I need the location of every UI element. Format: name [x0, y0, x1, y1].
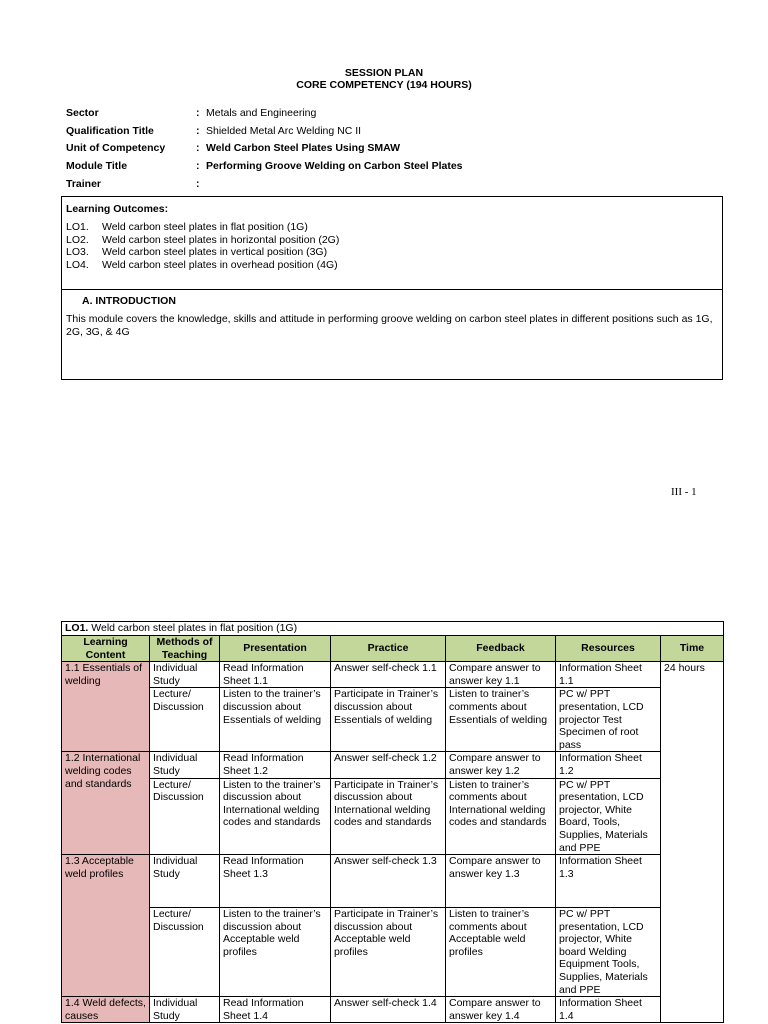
presentation-cell: Listen to the trainer’s discussion about Essentials of welding [220, 688, 331, 752]
presentation-cell: Read Information Sheet 1.4 [220, 997, 331, 1023]
feedback-cell: Compare answer to answer key 1.1 [446, 662, 556, 688]
resources-cell: Information Sheet 1.4 [556, 997, 661, 1023]
column-header: Feedback [446, 636, 556, 662]
introduction-text: This module covers the knowledge, skills and attitude in performing groove welding on carbon steel plates in different positions such as 1G, 2G, 3G, & 4G [66, 313, 713, 338]
session-plan-table [61, 621, 724, 1023]
method-cell: Individual Study [150, 662, 220, 688]
lo-text: Weld carbon steel plates in overhead position (4G) [102, 258, 338, 271]
feedback-cell: Listen to trainer’s comments about International welding codes and standards [446, 778, 556, 855]
resources-cell: Information Sheet 1.1 [556, 662, 661, 688]
column-header: Resources [556, 636, 661, 662]
learning-content-cell: 1.1 Essentials of welding [62, 662, 150, 752]
session-plan-title: SESSION PLAN [344, 67, 424, 79]
list-item [66, 246, 339, 259]
column-header: Practice [331, 636, 446, 662]
section-divider [62, 289, 722, 290]
lo-title-code: LO1. [65, 622, 89, 634]
unit-value: Weld Carbon Steel Plates Using SMAW [206, 142, 401, 154]
lo-code: LO4. [66, 258, 89, 271]
method-cell: Individual Study [150, 997, 220, 1023]
lo-title-text: Weld carbon steel plates in flat position (1G) [88, 622, 298, 634]
resources-cell: Information Sheet 1.2 [556, 752, 661, 778]
qualification-value: Shielded Metal Arc Welding NC II [206, 125, 362, 137]
practice-cell: Answer self-check 1.4 [331, 997, 446, 1023]
table-row [62, 908, 724, 997]
presentation-cell: Read Information Sheet 1.1 [220, 662, 331, 688]
method-cell: Lecture/ Discussion [150, 778, 220, 855]
practice-cell: Participate in Trainer’s discussion about Essentials of welding [331, 688, 446, 752]
resources-cell: PC w/ PPT presentation, LCD projector, White board Welding Equipment Tools, Supplies, Materials and PPE [556, 908, 661, 997]
list-item [66, 259, 339, 272]
practice-cell: Answer self-check 1.3 [331, 855, 446, 908]
learning-content-cell: 1.3 Acceptable weld profiles [62, 855, 150, 997]
lo-text: Weld carbon steel plates in flat position (1G) [102, 221, 308, 233]
feedback-cell: Compare answer to answer key 1.3 [446, 855, 556, 908]
page-number: III - 1 [671, 486, 697, 498]
method-cell: Lecture/ Discussion [150, 688, 220, 752]
practice-cell: Answer self-check 1.1 [331, 662, 446, 688]
module-value: Performing Groove Welding on Carbon Steel Plates [206, 160, 463, 172]
sector-label: Sector [66, 107, 99, 119]
list-item [66, 234, 339, 247]
table-header-row [62, 636, 724, 662]
learning-content-cell: 1.4 Weld defects, causes [62, 997, 150, 1023]
column-header: Time [661, 636, 724, 662]
feedback-cell: Compare answer to answer key 1.4 [446, 997, 556, 1023]
qualification-label: Qualification Title [66, 125, 154, 137]
lo-code: LO3. [66, 246, 89, 258]
resources-cell: PC w/ PPT presentation, LCD projector Test Specimen of root pass [556, 688, 661, 752]
presentation-cell: Listen to the trainer’s discussion about International welding codes and standards [220, 778, 331, 855]
colon: : [196, 107, 200, 119]
practice-cell: Participate in Trainer’s discussion about Acceptable weld profiles [331, 908, 446, 997]
sector-value: Metals and Engineering [206, 107, 317, 119]
practice-cell: Participate in Trainer’s discussion about International welding codes and standards [331, 778, 446, 855]
practice-cell: Answer self-check 1.2 [331, 752, 446, 778]
lo-code: LO2. [66, 233, 89, 246]
feedback-cell: Listen to trainer’s comments about Acceptable weld profiles [446, 908, 556, 997]
time-cell: 24 hours [661, 662, 724, 1023]
list-item [66, 221, 339, 234]
unit-label: Unit of Competency [66, 142, 166, 154]
colon: : [196, 125, 200, 137]
method-cell: Lecture/ Discussion [150, 908, 220, 997]
column-header: Presentation [220, 636, 331, 662]
column-header: Methods of Teaching [150, 636, 220, 662]
table-row [62, 752, 724, 778]
learning-outcomes-list [66, 221, 339, 271]
introduction-heading: A. INTRODUCTION [82, 295, 176, 307]
column-header: Learning Content [62, 636, 150, 662]
method-cell: Individual Study [150, 855, 220, 908]
colon: : [196, 142, 200, 154]
colon: : [196, 160, 200, 172]
colon: : [196, 178, 200, 190]
table-row [62, 688, 724, 752]
table-row [62, 997, 724, 1023]
learning-content-cell: 1.2 International welding codes and standards [62, 752, 150, 855]
table-row [62, 622, 724, 636]
presentation-cell: Read Information Sheet 1.3 [220, 855, 331, 908]
trainer-label: Trainer [66, 178, 102, 190]
lo-text: Weld carbon steel plates in horizontal position (2G) [102, 233, 340, 246]
table-row [62, 662, 724, 688]
core-competency-title: CORE COMPETENCY (194 HOURS) [296, 79, 472, 91]
feedback-cell: Compare answer to answer key 1.2 [446, 752, 556, 778]
table-row [62, 855, 724, 908]
lo-title-cell [62, 622, 724, 636]
lo-code: LO1. [66, 221, 89, 233]
resources-cell: Information Sheet 1.3 [556, 855, 661, 908]
lo-text: Weld carbon steel plates in vertical position (3G) [102, 246, 328, 258]
module-label: Module Title [66, 160, 128, 172]
table-row [62, 778, 724, 855]
learning-outcomes-box [61, 196, 723, 380]
method-cell: Individual Study [150, 752, 220, 778]
resources-cell: PC w/ PPT presentation, LCD projector, White Board, Tools, Supplies, Materials and PPE [556, 778, 661, 855]
feedback-cell: Listen to trainer’s comments about Essentials of welding [446, 688, 556, 752]
learning-outcomes-heading: Learning Outcomes: [66, 203, 169, 215]
presentation-cell: Read Information Sheet 1.2 [220, 752, 331, 778]
presentation-cell: Listen to the trainer’s discussion about Acceptable weld profiles [220, 908, 331, 997]
